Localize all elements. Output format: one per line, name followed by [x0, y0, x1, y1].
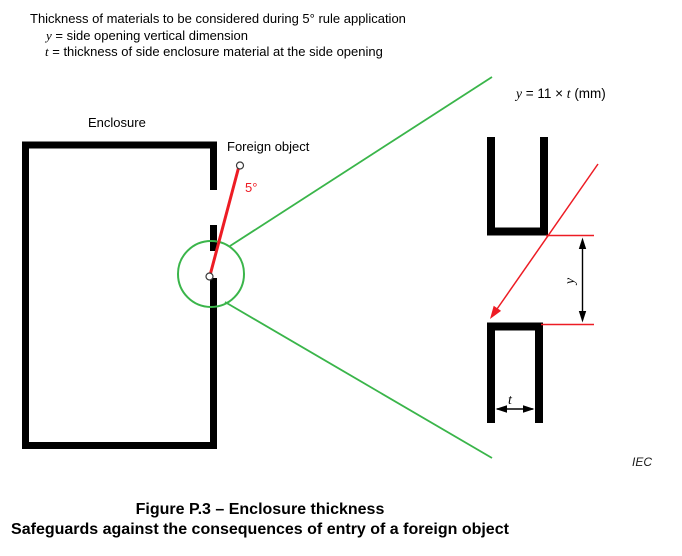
- dim-y-label: y: [563, 277, 578, 285]
- foreign-object-tip-node: [206, 273, 213, 280]
- figure-caption-subtitle: Safeguards against the consequences of entry of a foreign object: [11, 521, 509, 538]
- dim-y-arrowhead-top: [579, 238, 586, 250]
- formula-mid: = 11 ×: [522, 86, 567, 101]
- formula-tail: (mm): [570, 86, 606, 101]
- figure-caption: [0, 500, 520, 540]
- dim-t-arrowhead-right: [523, 405, 535, 413]
- figure-note-title: Thickness of materials to be considered during 5° rule application: [30, 11, 406, 26]
- definition-t-text: = thickness of side enclosure material at the side opening: [48, 44, 383, 59]
- rule-arrowhead: [490, 306, 501, 319]
- callout-line-lower: [225, 302, 492, 458]
- callout-line-upper: [230, 77, 492, 246]
- iec-credit: IEC: [632, 455, 653, 469]
- enclosure-outline: [22, 142, 217, 449]
- dim-y-arrowhead-bottom: [579, 311, 586, 323]
- angle-5deg-label: 5°: [245, 180, 258, 195]
- definition-y-text: = side opening vertical dimension: [51, 28, 248, 43]
- dim-t-arrowhead-left: [496, 405, 508, 413]
- formula-y-symbol: y: [516, 86, 522, 101]
- formula-t-symbol: t: [566, 86, 571, 101]
- enclosure-label: Enclosure: [88, 115, 146, 130]
- formula-y-11t: [516, 86, 606, 102]
- dim-t-label: t: [508, 393, 512, 408]
- foreign-object-top-node: [237, 162, 244, 169]
- definition-y-symbol: y: [46, 28, 52, 43]
- figure-caption-title: Figure P.3 – Enclosure thickness: [135, 501, 385, 518]
- magnified-upper-wall: [491, 137, 544, 232]
- definition-t-symbol: t: [45, 44, 49, 59]
- foreign-object-label: Foreign object: [227, 139, 310, 154]
